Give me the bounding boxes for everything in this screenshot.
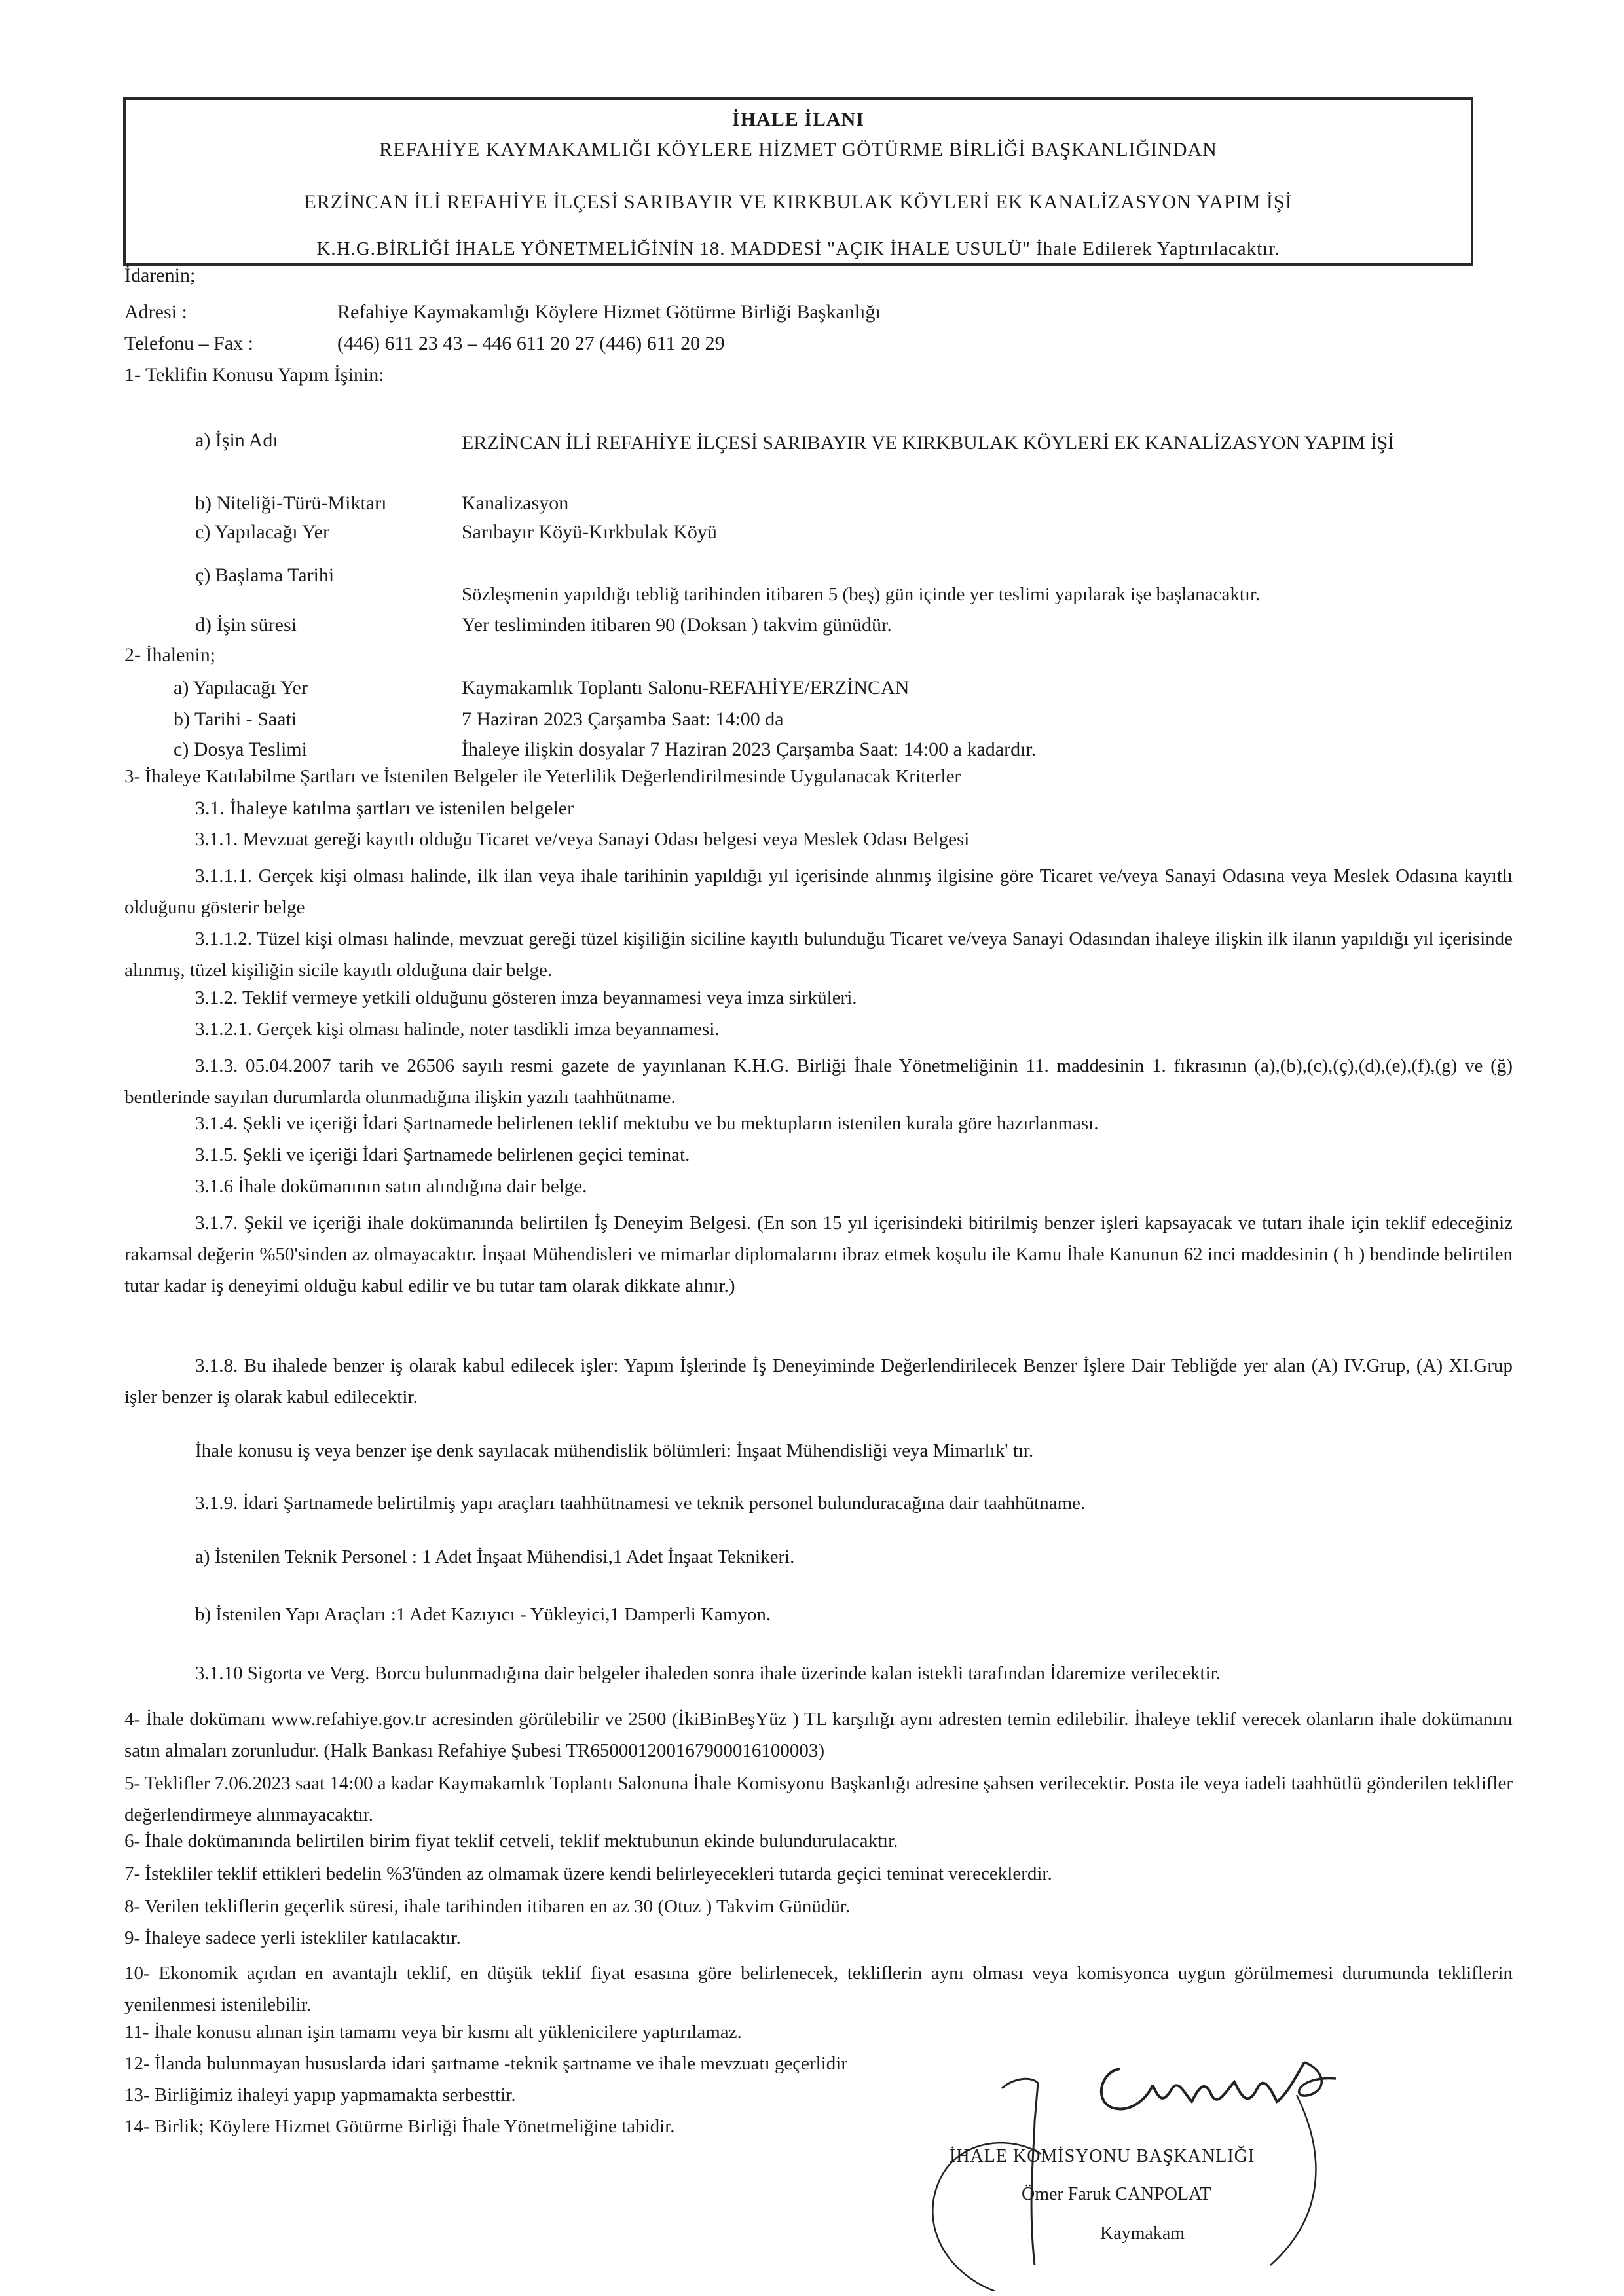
- section1-heading: 1- Teklifin Konusu Yapım İşinin:: [124, 364, 384, 386]
- duration-value: Yer tesliminden itibaren 90 (Doksan ) takvim günüdür.: [462, 614, 892, 636]
- file-delivery-label: c) Dosya Teslimi: [174, 738, 307, 760]
- header-box: [123, 97, 1473, 266]
- para-3-1-10: 3.1.10 Sigorta ve Verg. Borcu bulunmadığına dair belgeler ihaleden sonra ihale üzerinde kalan istekli tarafından İdaremize verilecektir.: [195, 1663, 1221, 1684]
- para-3-1-1: 3.1.1. Mevzuat gereği kayıtlı olduğu Ticaret ve/veya Sanayi Odası belgesi veya Meslek Odası Belgesi: [195, 829, 970, 850]
- admin-label: İdarenin;: [124, 264, 196, 286]
- tender-date-value: 7 Haziran 2023 Çarşamba Saat: 14:00 da: [462, 708, 784, 730]
- duration-label: d) İşin süresi: [195, 614, 297, 636]
- tender-place-value: Kaymakamlık Toplantı Salonu-REFAHİYE/ERZİNCAN: [462, 677, 910, 699]
- section2-heading: 2- İhalenin;: [124, 644, 216, 666]
- signature-role: Kaymakam: [1100, 2223, 1185, 2244]
- para-3-1-2-1: 3.1.2.1. Gerçek kişi olması halinde, noter tasdikli imza beyannamesi.: [195, 1019, 720, 1040]
- item-6: 6- İhale dokümanında belirtilen birim fiyat teklif cetveli, teklif mektubunun ekinde bulundurulacaktır.: [124, 1831, 898, 1851]
- job-name-value: ERZİNCAN İLİ REFAHİYE İLÇESİ SARIBAYIR VE KIRKBULAK KÖYLERİ EK KANALİZASYON YAPIM İŞİ: [462, 432, 1395, 454]
- tender-date-label: b) Tarihi - Saati: [174, 708, 297, 730]
- start-date-value: Sözleşmenin yapıldığı tebliğ tarihinden itibaren 5 (beş) gün içinde yer teslimi yapılarak işe başlanacaktır.: [462, 584, 1261, 605]
- phone-value: (446) 611 23 43 – 446 611 20 27 (446) 611 20 29: [337, 333, 725, 354]
- item-8: 8- Verilen tekliflerin geçerlik süresi, ihale tarihinden itibaren en az 30 (Otuz ) Takvim Günüdür.: [124, 1896, 851, 1917]
- item-10: 10- Ekonomik açıdan en avantajlı teklif, en düşük teklif fiyat esasına göre belirlenecek, tekliflerin aynı olması veya komisyonca uygun görülmemesi durumunda tekliflerin yenilenmesi istenilebilir.: [124, 1963, 1513, 2015]
- handwritten-signature: [904, 2049, 1441, 2291]
- document-title: İHALE İLANI: [732, 109, 864, 130]
- file-delivery-value: İhaleye ilişkin dosyalar 7 Haziran 2023 Çarşamba Saat: 14:00 a kadardır.: [462, 738, 1037, 760]
- para-3-1-4: 3.1.4. Şekli ve içeriği İdari Şartnamede belirlenen teklif mektubu ve bu mektupların istenilen kurala göre hazırlanması.: [195, 1113, 1099, 1134]
- para-3-1-9: 3.1.9. İdari Şartnamede belirtilmiş yapı araçları taahhütnamesi ve teknik personel bulunduracağına dair taahhütname.: [195, 1493, 1086, 1514]
- para-3-1-9-personnel: a) İstenilen Teknik Personel : 1 Adet İnşaat Mühendisi,1 Adet İnşaat Teknikeri.: [195, 1546, 795, 1567]
- para-3-1-3: 3.1.3. 05.04.2007 tarih ve 26506 sayılı resmi gazete de yayınlanan K.H.G. Birliği İhale Yönetmeliğinin 11. maddesinin 1. fıkrasının (a),(b),(c),(ç),(d),(e),(f),(g) ve (ğ) bentlerinde sayılan durumlarda olunmadığına ilişkin yazılı taahhütname.: [124, 1055, 1513, 1108]
- item-14: 14- Birlik; Köylere Hizmet Götürme Birliği İhale Yönetmeliğine tabidir.: [124, 2116, 675, 2137]
- section3-heading: 3- İhaleye Katılabilme Şartları ve İstenilen Belgeler ile Yeterlilik Değerlendirilmesinde Uygulanacak Kriterler: [124, 766, 961, 787]
- item-4: 4- İhale dokümanı www.refahiye.gov.tr acresinden görülebilir ve 2500 (İkiBinBeşYüz ) TL karşılığı aynı adresten temin edilebilir. İhaleye teklif verecek olanların ihale dokümanını satın almaları zorunludur. (Halk Bankası Refahiye Şubesi TR650001200167900016100003): [124, 1709, 1513, 1761]
- address-label: Adresi :: [124, 301, 187, 323]
- para-3-1-1-2: 3.1.1.2. Tüzel kişi olması halinde, mevzuat gereği tüzel kişiliğin siciline kayıtlı bulunduğu Ticaret ve/veya Sanayi Odasından ihaleye ilişkin ilk ilanın yapıldığı yıl içerisinde alınmış, tüzel kişiliğin sicile kayıtlı olduğuna dair belge.: [124, 928, 1513, 981]
- location-value: Sarıbayır Köyü-Kırkbulak Köyü: [462, 521, 717, 543]
- start-date-label: ç) Başlama Tarihi: [195, 564, 335, 586]
- item-9: 9- İhaleye sadece yerli istekliler katılacaktır.: [124, 1927, 461, 1948]
- para-3-1-1-1: 3.1.1.1. Gerçek kişi olması halinde, ilk ilan veya ihale tarihinin yapıldığı yıl içerisinde alınmış ilgisine göre Ticaret ve/veya Sanayi Odasına veya Meslek Odasına kayıtlı olduğunu gösterir belge: [124, 866, 1513, 918]
- item-13: 13- Birliğimiz ihaleyi yapıp yapmamakta serbesttir.: [124, 2085, 516, 2105]
- para-3-1-9-vehicles: b) İstenilen Yapı Araçları :1 Adet Kazıyıcı - Yükleyici,1 Damperli Kamyon.: [195, 1604, 771, 1625]
- para-3-1-6: 3.1.6 İhale dokümanının satın alındığına dair belge.: [195, 1176, 587, 1197]
- signature-title: İHALE KOMİSYONU BAŞKANLIĞI: [950, 2146, 1255, 2166]
- type-label: b) Niteliği-Türü-Miktarı: [195, 492, 387, 514]
- signature-name: Ömer Faruk CANPOLAT: [1022, 2184, 1211, 2204]
- item-12: 12- İlanda bulunmayan hususlarda idari şartname -teknik şartname ve ihale mevzuatı geçerlidir: [124, 2053, 847, 2074]
- para-3-1-5: 3.1.5. Şekli ve içeriği İdari Şartnamede belirlenen geçici teminat.: [195, 1144, 690, 1165]
- para-3-1: 3.1. İhaleye katılma şartları ve istenilen belgeler: [195, 797, 574, 819]
- header-line-authority: REFAHİYE KAYMAKAMLIĞI KÖYLERE HİZMET GÖTÜRME BİRLİĞİ BAŞKANLIĞINDAN: [379, 139, 1217, 160]
- header-line-project: ERZİNCAN İLİ REFAHİYE İLÇESİ SARIBAYIR VE KIRKBULAK KÖYLERİ EK KANALİZASYON YAPIM İŞİ: [304, 191, 1293, 213]
- para-3-1-7: 3.1.7. Şekil ve içeriği ihale dokümanında belirtilen İş Deneyim Belgesi. (En son 15 yıl içerisindeki bitirilmiş benzer işleri kapsayacak ve tutarı ihale için teklif edeceğiniz rakamsal değerin %50'sinden az olmayacaktır. İnşaat Mühendisleri ve mimarlar diplomalarını ibraz etmek koşulu ile Kamu İhale Kanunun 62 inci maddesinin ( h ) bendinde belirtilen tutar kadar iş deneyimi olduğu kabul edilir ve bu tutar tam olarak dikkate alınır.): [124, 1212, 1513, 1296]
- item-5: 5- Teklifler 7.06.2023 saat 14:00 a kadar Kaymakamlık Toplantı Salonuna İhale Komisyonu Başkanlığı adresine şahsen verilecektir. Posta ile veya iadeli taahhütlü gönderilen teklifler değerlendirmeye alınmayacaktır.: [124, 1773, 1513, 1825]
- job-name-label: a) İşin Adı: [195, 429, 278, 451]
- address-value: Refahiye Kaymakamlığı Köylere Hizmet Götürme Birliği Başkanlığı: [337, 301, 881, 323]
- phone-label: Telefonu – Fax :: [124, 333, 254, 354]
- location-label: c) Yapılacağı Yer: [195, 521, 329, 543]
- para-3-1-2: 3.1.2. Teklif vermeye yetkili olduğunu gösteren imza beyannamesi veya imza sirküleri.: [195, 987, 857, 1008]
- para-3-1-8-engineering: İhale konusu iş veya benzer işe denk sayılacak mühendislik bölümleri: İnşaat Mühendisliği veya Mimarlık' tır.: [195, 1440, 1034, 1461]
- para-3-1-8: 3.1.8. Bu ihalede benzer iş olarak kabul edilecek işler: Yapım İşlerinde İş Deneyiminde Değerlendirilecek Benzer İşlere Dair Tebliğde yer alan (A) IV.Grup, (A) XI.Grup işler benzer iş olarak kabul edilecektir.: [124, 1355, 1513, 1408]
- item-11: 11- İhale konusu alınan işin tamamı veya bir kısmı alt yüklenicilere yaptırılamaz.: [124, 2022, 742, 2043]
- tender-place-label: a) Yapılacağı Yer: [174, 677, 308, 699]
- type-value: Kanalizasyon: [462, 492, 569, 514]
- header-line-procedure: K.H.G.BİRLİĞİ İHALE YÖNETMELİĞİNİN 18. MADDESİ "AÇIK İHALE USULÜ" İhale Edilerek Yaptırılacaktır.: [316, 238, 1280, 259]
- item-7: 7- İstekliler teklif ettikleri bedelin %3'ünden az olmamak üzere kendi belirleyecekleri tutarda geçici teminat vereceklerdir.: [124, 1863, 1052, 1884]
